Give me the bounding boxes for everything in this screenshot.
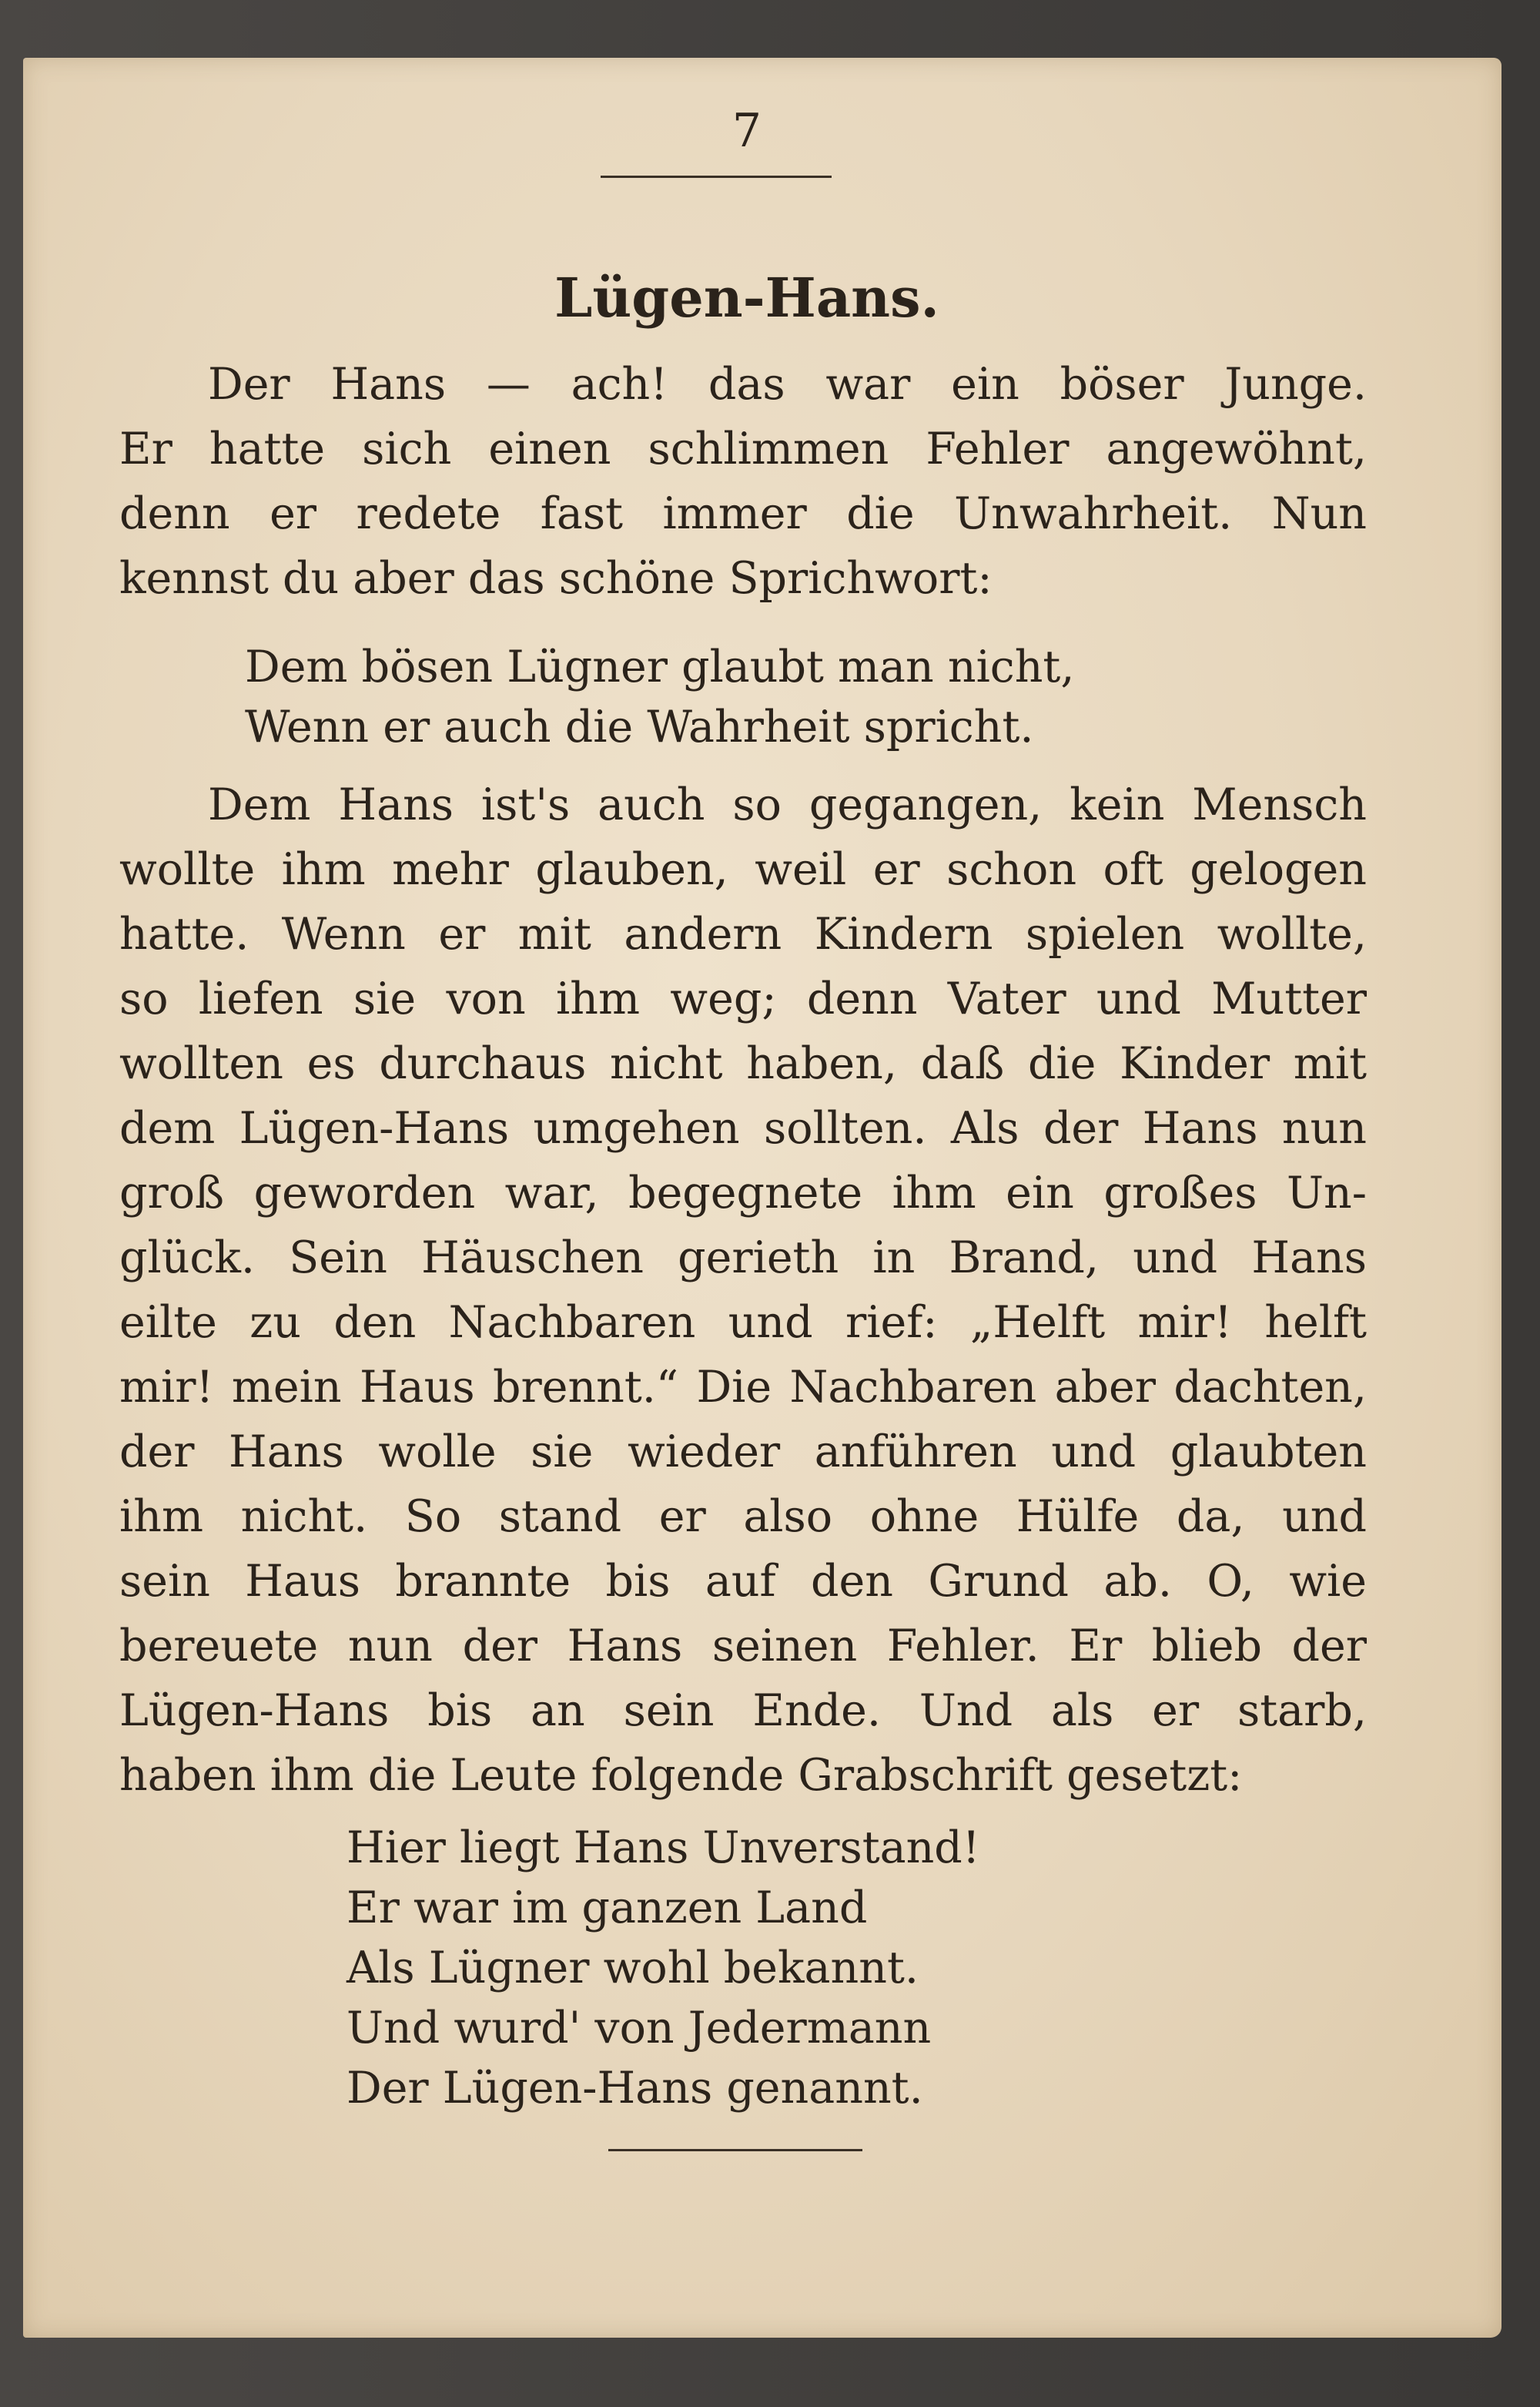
paragraph-1 [119,352,1367,611]
text-line: wollten es durchaus nicht haben, daß die Kinder mit [119,1038,1367,1089]
proverb-verse [245,637,1074,757]
verse-line: Er war im ganzen Land [346,1882,868,1933]
text-line: ihm nicht. So stand er also ohne Hülfe da, und [119,1491,1367,1542]
verse-line: Und wurd' von Jedermann [346,2003,932,2053]
verse-line: Als Lügner wohl bekannt. [346,1943,919,1993]
text-line: Dem Hans ist's auch so gegangen, kein Mensch [208,779,1367,830]
text-line: hatte. Wenn er mit andern Kindern spielen wollte, [119,909,1367,960]
text-line: Er hatte sich einen schlimmen Fehler angewöhnt, [119,424,1367,474]
text-line: Der Hans — ach! das war ein böser Junge. [208,359,1367,410]
epitaph-verse [346,1818,980,2118]
text-line: Lügen-Hans bis an sein Ende. Und als er starb, [119,1685,1367,1736]
text-line: so liefen sie von ihm weg; denn Vater und Mutter [119,974,1367,1024]
book-page [23,58,1502,2338]
top-divider-rule [601,176,832,178]
text-line: mir! mein Haus brennt.“ Die Nachbaren aber dachten, [119,1362,1367,1413]
bottom-divider-rule [608,2149,862,2151]
verse-line: Hier liegt Hans Unverstand! [346,1822,980,1873]
text-line: kennst du aber das schöne Sprichwort: [119,553,993,604]
text-line: eilte zu den Nachbaren und rief: „Helft mir! helft [119,1297,1367,1348]
story-title: Lügen-Hans. [554,266,939,330]
text-line: sein Haus brannte bis auf den Grund ab. O, wie [119,1556,1367,1607]
text-line: denn er redete fast immer die Unwahrheit. Nun [119,488,1367,539]
verse-line: Der Lügen-Hans genannt. [346,2063,923,2114]
page-number: 7 [732,104,762,158]
text-line: bereuete nun der Hans seinen Fehler. Er blieb der [119,1621,1367,1671]
verse-line: Wenn er auch die Wahrheit spricht. [245,702,1034,753]
text-line: dem Lügen-Hans umgehen sollten. Als der Hans nun [119,1103,1367,1154]
text-line: haben ihm die Leute folgende Grabschrift gesetzt: [119,1750,1243,1801]
text-line: glück. Sein Häuschen gerieth in Brand, und Hans [119,1232,1367,1283]
text-line: wollte ihm mehr glauben, weil er schon oft gelogen [119,844,1367,895]
text-line: groß geworden war, begegnete ihm ein großes Un- [119,1168,1367,1219]
verse-line: Dem bösen Lügner glaubt man nicht, [245,642,1075,692]
paragraph-2 [119,773,1367,1808]
text-line: der Hans wolle sie wieder anführen und glaubten [119,1426,1367,1477]
